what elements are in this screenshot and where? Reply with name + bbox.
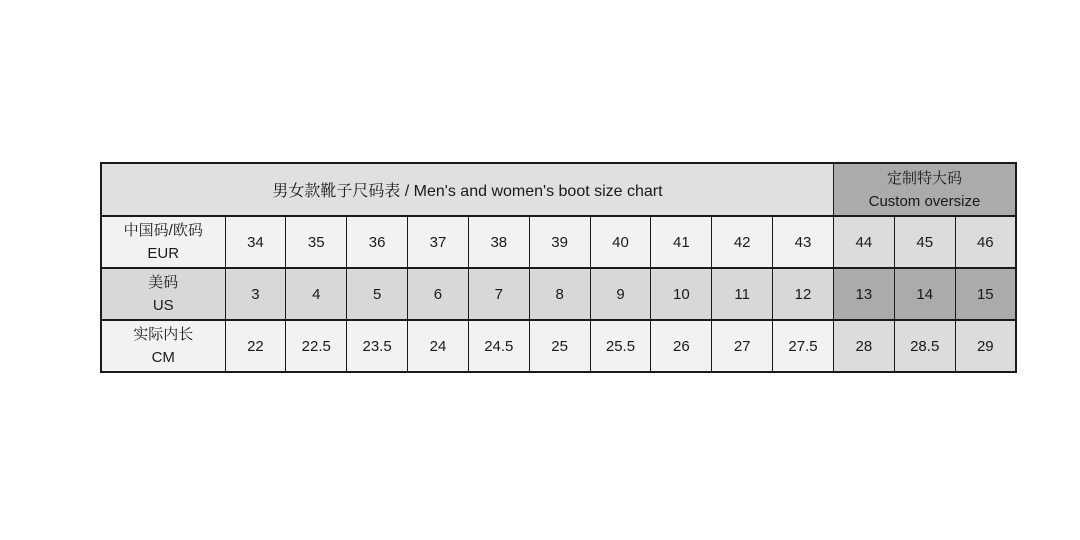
size-cell: 28.5 [894,320,955,372]
size-cell: 23.5 [347,320,408,372]
size-cell: 35 [286,216,347,268]
eur-row-label [101,216,225,268]
table-header-row [101,163,1016,216]
oversize-header-line2: Custom oversize [868,192,981,210]
size-cell: 44 [833,216,894,268]
size-cell: 11 [712,268,773,320]
size-cell: 37 [408,216,469,268]
size-cell: 8 [529,268,590,320]
size-cell: 45 [894,216,955,268]
size-cell: 27 [712,320,773,372]
size-cell: 28 [833,320,894,372]
size-cell: 22 [225,320,286,372]
size-cell: 14 [894,268,955,320]
size-cell: 34 [225,216,286,268]
table-body [101,163,1016,372]
size-cell: 43 [773,216,834,268]
size-cell: 38 [468,216,529,268]
oversize-header [833,163,1016,216]
table-title: 男女款靴子尺码表 / Men's and women's boot size chart [101,163,833,216]
boot-size-chart-table [100,162,1017,373]
size-cell: 4 [286,268,347,320]
eur-row-label-line1: 中国码/欧码 [123,222,203,239]
size-cell: 22.5 [286,320,347,372]
size-cell: 12 [773,268,834,320]
eur-row [101,216,1016,268]
size-cell: 10 [651,268,712,320]
size-cell: 5 [347,268,408,320]
size-cell: 46 [955,216,1016,268]
size-cell: 40 [590,216,651,268]
size-cell: 15 [955,268,1016,320]
cm-row-label-line1: 实际内长 [133,326,194,343]
size-cell: 24 [408,320,469,372]
cm-row [101,320,1016,372]
size-cell: 6 [408,268,469,320]
size-cell: 24.5 [468,320,529,372]
size-cell: 42 [712,216,773,268]
size-cell: 41 [651,216,712,268]
size-cell: 27.5 [773,320,834,372]
size-cell: 9 [590,268,651,320]
cm-row-label-line2: CM [151,349,175,366]
size-cell: 29 [955,320,1016,372]
us-row-label [101,268,225,320]
size-cell: 7 [468,268,529,320]
us-row-label-line2: US [152,297,174,314]
size-cell: 36 [347,216,408,268]
size-cell: 39 [529,216,590,268]
size-cell: 25 [529,320,590,372]
us-row-label-line1: 美码 [148,274,179,291]
size-cell: 26 [651,320,712,372]
size-cell: 25.5 [590,320,651,372]
size-cell: 13 [833,268,894,320]
size-cell: 3 [225,268,286,320]
oversize-header-line1: 定制特大码 [886,169,962,187]
eur-row-label-line2: EUR [147,245,180,262]
cm-row-label [101,320,225,372]
us-row [101,268,1016,320]
